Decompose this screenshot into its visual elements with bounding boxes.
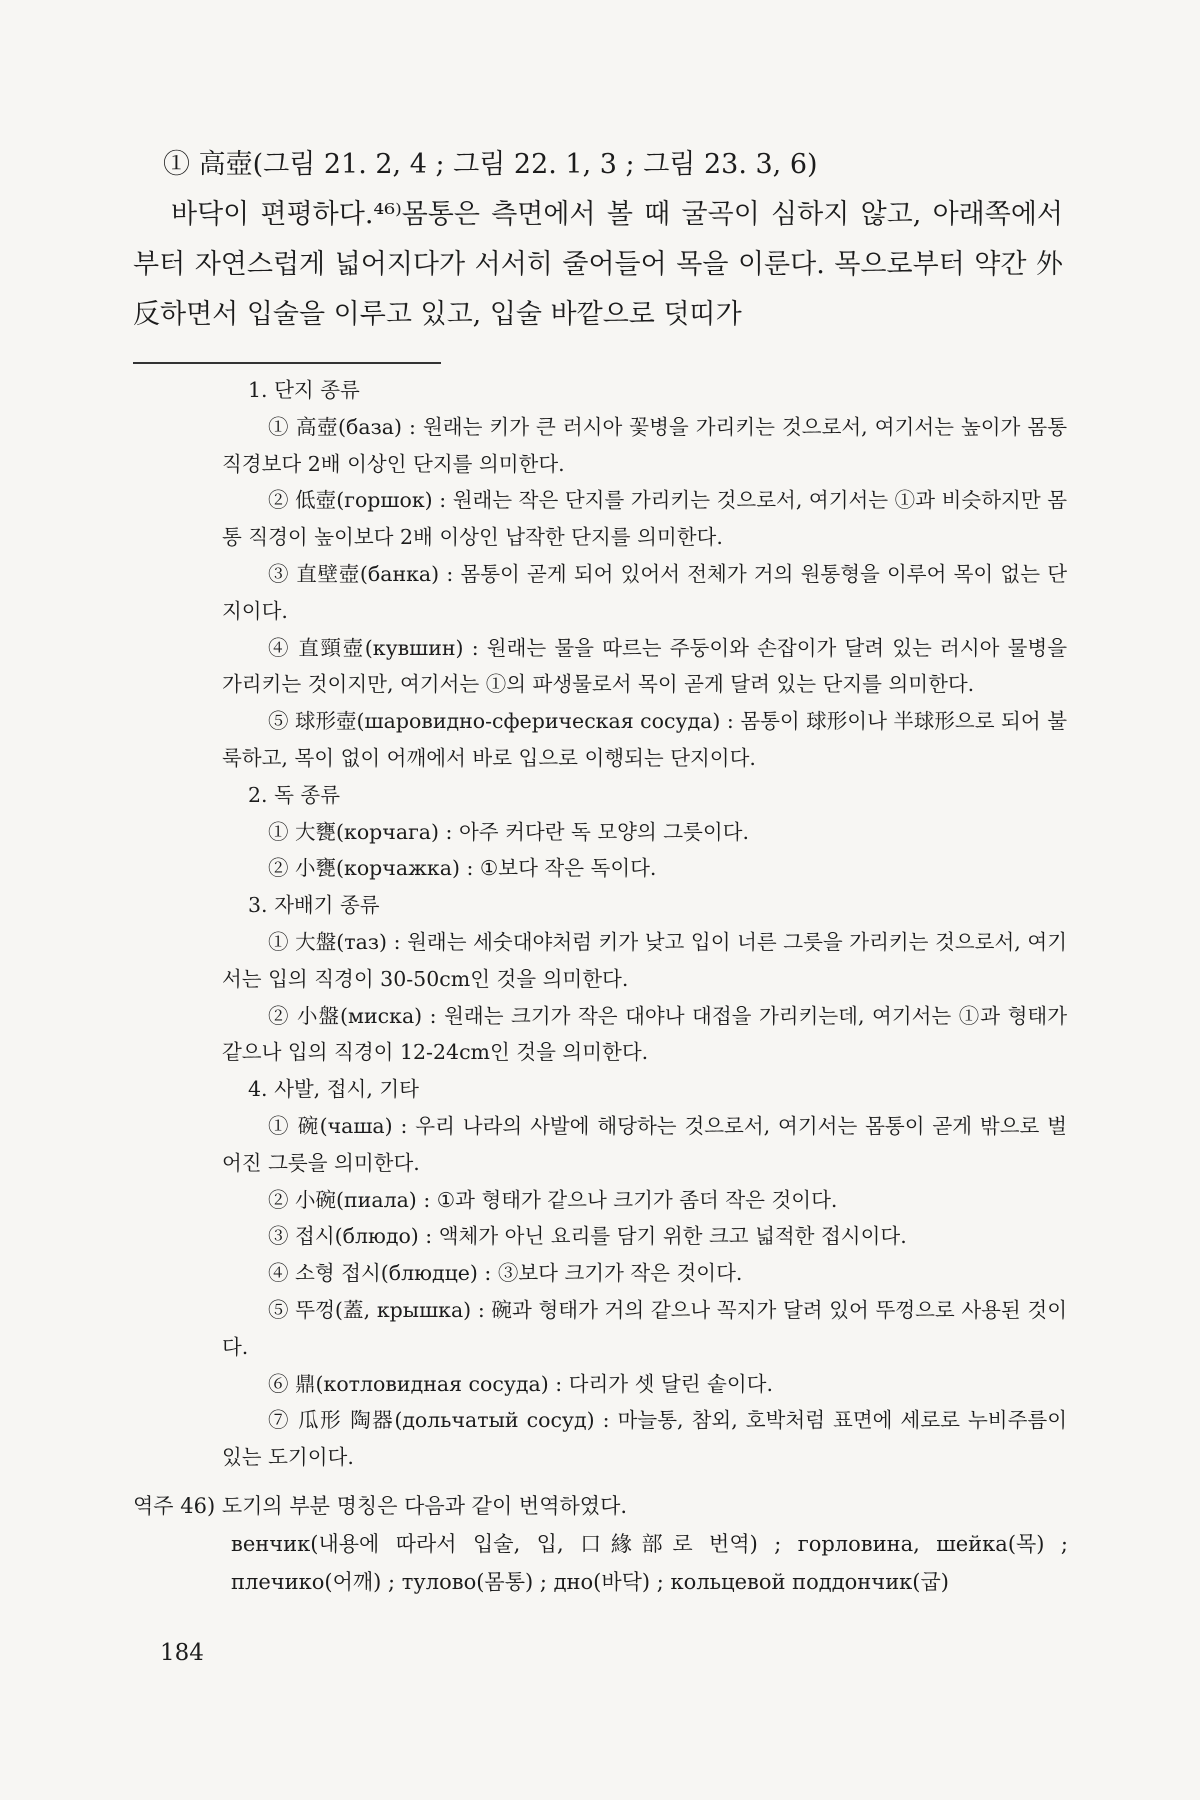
section-heading: ① 高壺(그림 21. 2, 4 ; 그림 22. 1, 3 ; 그림 23. 3, 6) (163, 149, 818, 180)
main-text (133, 140, 1063, 340)
footnote-item: ② 小甕(корчажка) : ①보다 작은 독이다. (268, 856, 657, 881)
footnote-item: ⑦ 瓜形 陶器(дольчатый сосуд) : 마늘통, 참외, 호박처럼 표면에 세로로 누비주름이 있는 도기이다. (222, 1408, 1067, 1470)
footnote-item: ④ 소형 접시(блюдце) : ③보다 크기가 작은 것이다. (268, 1261, 743, 1286)
footnote-item: ① 碗(чаша) : 우리 나라의 사발에 해당하는 것으로서, 여기서는 몸통이 곧게 밖으로 벌어진 그릇을 의미한다. (222, 1113, 1067, 1175)
page-number: 184 (160, 1640, 204, 1666)
body-paragraph: 바닥이 편평하다.⁴⁶⁾몸통은 측면에서 볼 때 굴곡이 심하지 않고, 아래쪽에서부터 자연스럽게 넓어지다가 서서히 줄어들어 목을 이룬다. 목으로부터 약간 外反하면서 입술을 이루고 있고, 입술 바깥으로 덧띠가 (133, 199, 1063, 330)
footnote-list (222, 372, 1067, 1476)
footnote-item: ⑤ 球形壺(шаровидно-сферическая сосуда) : 몸통이 球形이나 半球形으로 되어 불룩하고, 목이 없이 어깨에서 바로 입으로 이행되는 단지이다. (222, 709, 1067, 770)
translator-note-body: венчик(내용에 따라서 입술, 입, 口緣部로 번역) ; горловина, шейка(목) ; плечико(어깨) ; тулово(몸통) ; дно(바닥) ; кольцевой поддончик(굽) (231, 1532, 1068, 1594)
footnote-section-heading: 4. 사발, 접시, 기타 (248, 1077, 419, 1102)
footnote-item: ② 低壺(горшок) : 원래는 작은 단지를 가리키는 것으로서, 여기서는 ①과 비슷하지만 몸통 직경이 높이보다 2배 이상인 납작한 단지를 의미한다. (222, 488, 1067, 550)
footnote-item: ⑤ 뚜껑(蓋, крышка) : 碗과 형태가 거의 같으나 꼭지가 달려 있어 뚜껑으로 사용된 것이다. (222, 1297, 1067, 1359)
footnote-section-heading: 1. 단지 종류 (248, 378, 360, 402)
footnote-item: ③ 直壁壺(банка) : 몸통이 곧게 되어 있어서 전체가 거의 원통형을 이루어 목이 없는 단지이다. (222, 561, 1067, 623)
footnote-section-heading: 3. 자배기 종류 (248, 893, 380, 918)
footnote-item: ① 大甕(корчага) : 아주 커다란 독 모양의 그릇이다. (268, 819, 749, 844)
footnote-item: ③ 접시(блюдо) : 액체가 아닌 요리를 담기 위한 크고 넓적한 접시이다. (268, 1224, 907, 1249)
footnote-item: ① 高壺(база) : 원래는 키가 큰 러시아 꽃병을 가리키는 것으로서, 여기서는 높이가 몸통 직경보다 2배 이상인 단지를 의미한다. (222, 414, 1067, 476)
footnote-item: ④ 直頸壺(кувшин) : 원래는 물을 따르는 주둥이와 손잡이가 달려 있는 러시아 물병을 가리키는 것이지만, 여기서는 ①의 파생물로서 목이 곧게 달려 있는 단지를 의미한다. (222, 635, 1067, 697)
footnote-item: ② 小盤(миска) : 원래는 크기가 작은 대야나 대접을 가리키는데, 여기서는 ①과 형태가 같으나 입의 직경이 12-24cm인 것을 의미한다. (222, 1003, 1067, 1065)
footnote-section-heading: 2. 독 종류 (248, 782, 341, 807)
footnote-item: ② 小碗(пиала) : ①과 형태가 같으나 크기가 좀더 작은 것이다. (268, 1187, 838, 1212)
footnote-divider (133, 362, 441, 364)
footnote-item: ⑥ 鼎(котловидная сосуда) : 다리가 셋 달린 솥이다. (268, 1371, 773, 1396)
translator-note-label: 역주 46) 도기의 부분 명칭은 다음과 같이 번역하였다. (133, 1494, 628, 1518)
translator-note (133, 1487, 1068, 1601)
footnote-item: ① 大盤(таз) : 원래는 세숫대야처럼 키가 낮고 입이 너른 그릇을 가리키는 것으로서, 여기서는 입의 직경이 30-50cm인 것을 의미한다. (222, 929, 1067, 991)
